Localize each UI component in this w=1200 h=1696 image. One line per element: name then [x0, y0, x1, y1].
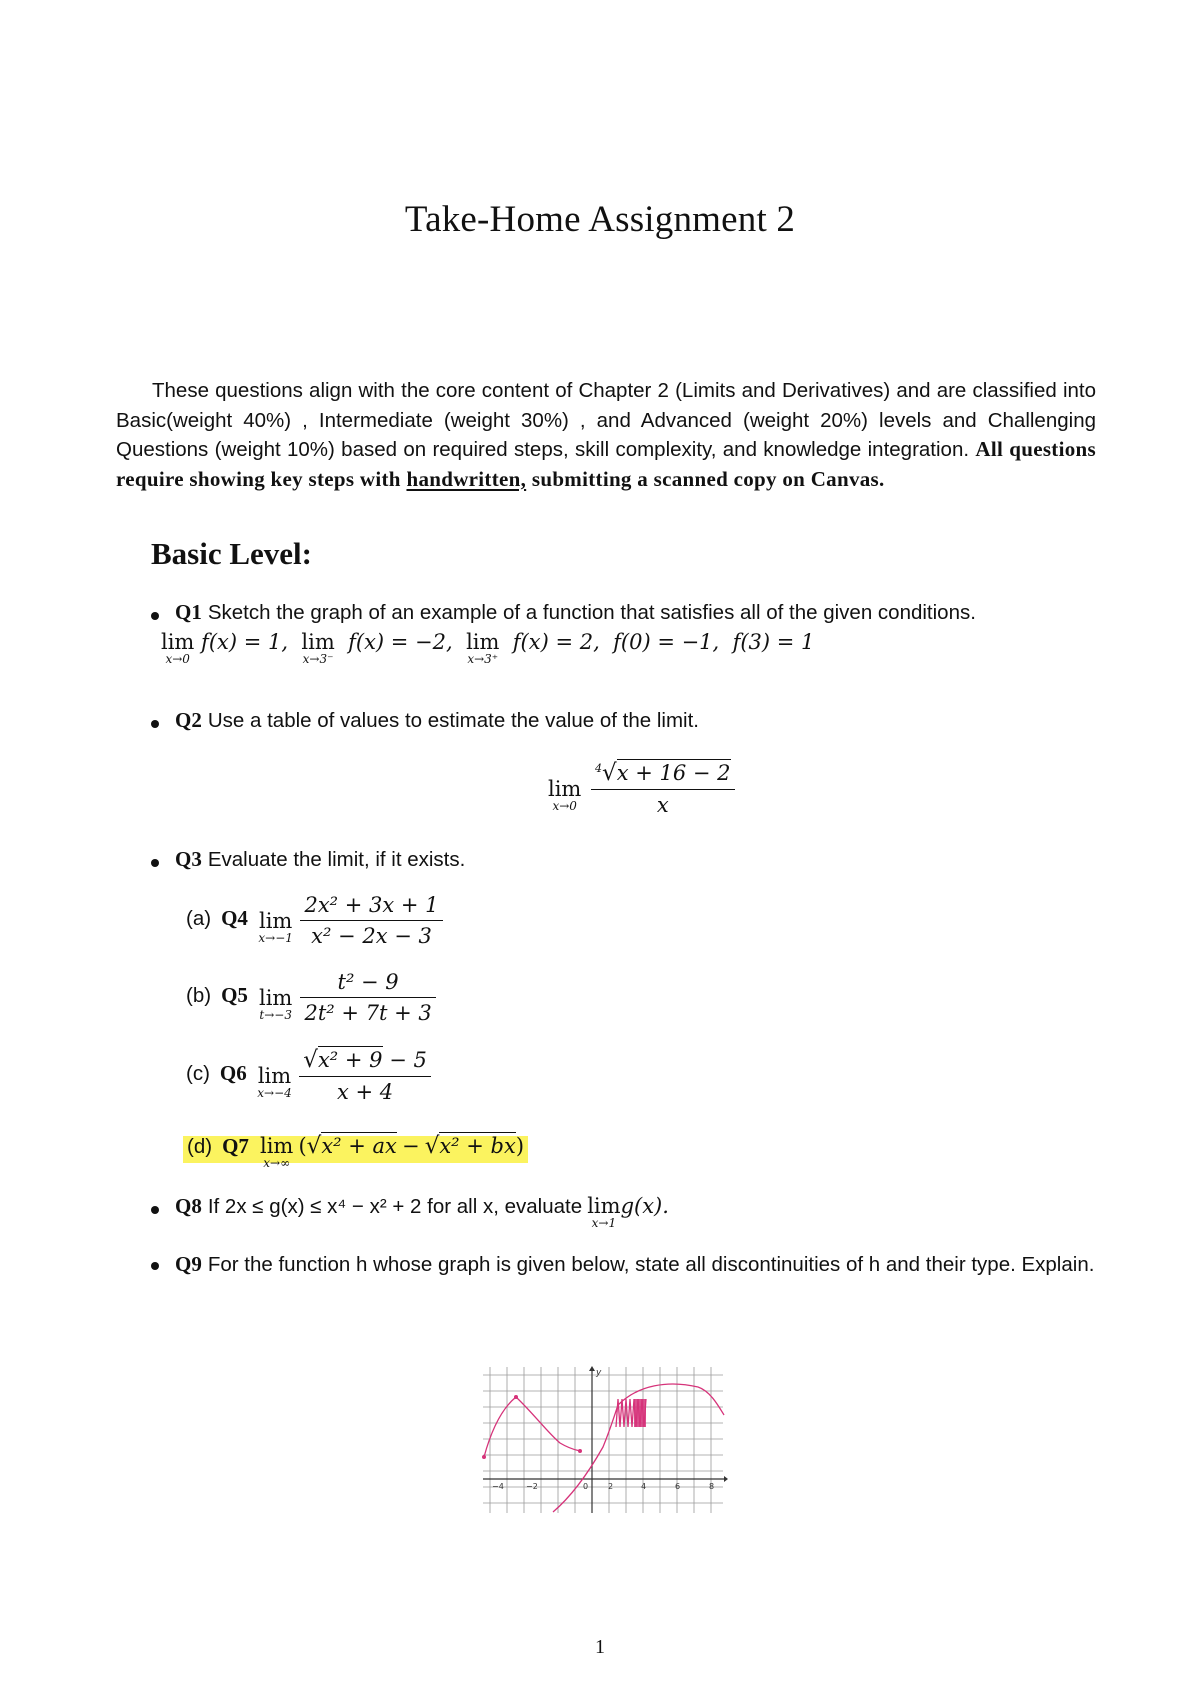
- q1-number: Q1: [175, 600, 202, 624]
- q1-cond-5: f(3) = 1: [732, 630, 815, 654]
- q8-lim: lim x→1: [587, 1194, 621, 1230]
- bullet-q8: [151, 1206, 159, 1214]
- x-tick: 8: [709, 1482, 715, 1491]
- question-q2: [175, 708, 1120, 733]
- q1-cond-4: f(0) = −1,: [613, 630, 720, 654]
- intro-bold-b: submitting a scanned copy on Canvas.: [531, 466, 885, 491]
- bullet-q1: [151, 612, 159, 620]
- q5-denominator: 2t² + 7t + 3: [304, 1001, 432, 1025]
- part-a-label: (a): [186, 907, 212, 930]
- q2-numerator: x + 16 − 2: [616, 761, 731, 785]
- q5-lim: lim t→−3: [259, 985, 293, 1022]
- q2-expression: lim x→0 $\frac{^4√x + 16 - 2}{x}$: [548, 760, 738, 817]
- x-tick: 2: [608, 1482, 614, 1491]
- intro-bold-a: All questions require showing key steps with: [116, 437, 1096, 491]
- page-title: Take-Home Assignment 2: [404, 199, 796, 240]
- bullet-q2: [151, 720, 159, 728]
- q3-part-b: [186, 970, 439, 1025]
- part-d-label: (d): [187, 1135, 213, 1158]
- y-axis-label: y: [596, 1368, 602, 1378]
- q1-lim-2: lim x→3⁻: [301, 630, 335, 666]
- q6-numerator-rest: − 5: [389, 1048, 427, 1072]
- q6-numerator-root: x² + 9: [317, 1048, 383, 1072]
- q1-cond-1: f(x) = 1,: [201, 630, 289, 654]
- q4-denominator: x² − 2x − 3: [311, 924, 432, 948]
- q3-number: Q3: [175, 847, 202, 871]
- graph-point: [578, 1449, 582, 1453]
- q4-numerator: 2x² + 3x + 1: [300, 893, 442, 921]
- q6-number: Q6: [219, 1061, 247, 1085]
- x-tick: −2: [526, 1482, 538, 1491]
- q2-root-index: 4: [595, 762, 603, 775]
- q8-text-a: If 2x ≤ g(x) ≤ x⁴ − x² + 2 for all x, evaluate: [207, 1195, 583, 1218]
- q3-part-a: [186, 893, 446, 948]
- q6-lim: lim x→−4: [257, 1063, 292, 1100]
- question-q9: [175, 1250, 1095, 1280]
- q2-lim: lim x→0: [548, 776, 582, 813]
- q2-number: Q2: [175, 708, 202, 732]
- oscillation-band: [634, 1399, 646, 1427]
- graph-point: [482, 1455, 486, 1459]
- q7-highlight: (d) Q7 lim x→∞ (√x² + ax − √x² + bx): [183, 1136, 528, 1163]
- bullet-q9: [151, 1262, 159, 1270]
- q4-lim: lim x→−1: [258, 908, 293, 945]
- q1-cond-2: f(x) = −2,: [348, 630, 453, 654]
- part-b-label: (b): [186, 984, 212, 1007]
- intro-bold-underlined: handwritten,: [406, 466, 527, 491]
- q9-text: For the function h whose graph is given below, state all discontinuities of h and their type. Explain.: [207, 1253, 1095, 1276]
- q7-root-2: x² + bx: [439, 1134, 516, 1158]
- page-number: 1: [595, 1636, 605, 1658]
- q5-numerator: t² − 9: [300, 970, 435, 998]
- q3-part-c: (c) Q6 lim x→−4 $\frac{\text{√x² + 9 − 5}}{x + 4}$: [186, 1047, 434, 1104]
- q1-text: Sketch the graph of an example of a function that satisfies all of the given conditions.: [207, 601, 976, 624]
- q7-number: Q7: [222, 1134, 249, 1158]
- function-graph: [478, 1365, 728, 1515]
- q4-number: Q4: [221, 906, 248, 930]
- q3-text: Evaluate the limit, if it exists.: [207, 848, 466, 871]
- q1-cond-3: f(x) = 2,: [512, 630, 600, 654]
- q1-lim-1: lim x→0: [161, 630, 195, 666]
- q9-number: Q9: [175, 1252, 202, 1276]
- q7-lim: lim x→∞: [260, 1134, 294, 1170]
- section-heading: Basic Level:: [151, 536, 312, 571]
- q8-text-b: g(x).: [620, 1194, 669, 1218]
- bullet-q3: [151, 859, 159, 867]
- question-q8: [175, 1194, 1120, 1230]
- q1-lim-3: lim x→3⁺: [466, 630, 500, 666]
- graph-point: [514, 1395, 518, 1399]
- q1-conditions: [161, 630, 1106, 666]
- q7-root-1: x² + ax: [321, 1134, 397, 1158]
- q3-part-d: [183, 1133, 528, 1170]
- x-tick: 4: [641, 1482, 647, 1491]
- intro-text: These questions align with the core content of Chapter 2 (Limits and Derivatives) and are classified into Basic(weight 40%) , Intermediate (weight 30%) , and Advanced (weight 20%) levels and Challenging Questions (weight 10%) based on required steps, skill complexity, and knowledge integration.: [116, 379, 1096, 461]
- x-tick: 6: [675, 1482, 681, 1491]
- x-tick: −4: [492, 1482, 504, 1491]
- question-q3: [175, 847, 1120, 872]
- x-tick: 0: [583, 1482, 589, 1491]
- question-q1: [175, 600, 1120, 625]
- q2-text: Use a table of values to estimate the value of the limit.: [207, 709, 699, 732]
- q8-number: Q8: [175, 1194, 202, 1218]
- q7-minus: −: [401, 1134, 420, 1158]
- q6-denominator: x + 4: [337, 1080, 394, 1104]
- part-c-label: (c): [186, 1062, 210, 1085]
- intro-paragraph: [116, 376, 1096, 494]
- q2-denominator: x: [656, 793, 669, 817]
- q5-number: Q5: [221, 983, 248, 1007]
